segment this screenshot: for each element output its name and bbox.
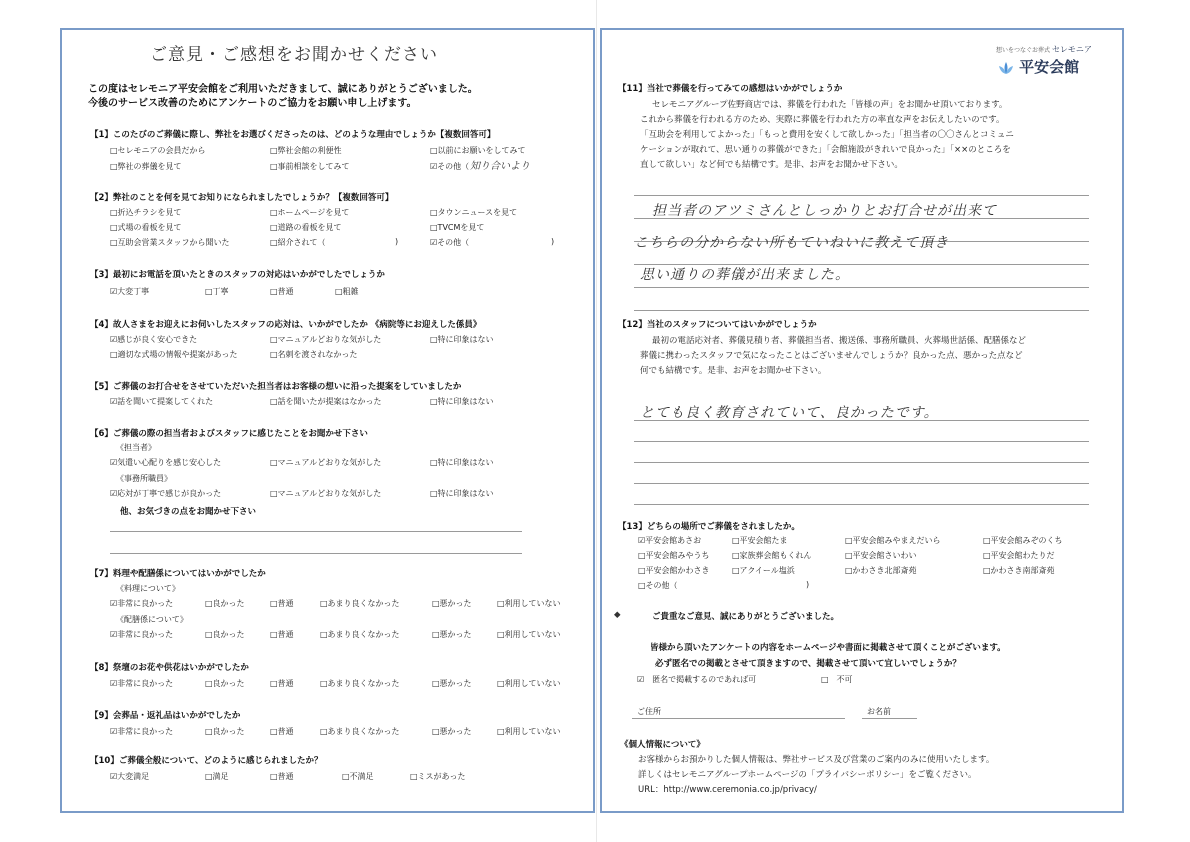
q12-answer-line bbox=[634, 462, 1089, 463]
q12-answer-line bbox=[634, 483, 1089, 484]
q11-answer-line bbox=[634, 195, 1089, 196]
privacy-url[interactable]: URL：http://www.ceremonia.co.jp/privacy/ bbox=[638, 785, 817, 795]
q13-option-other[interactable]: □その他（ bbox=[638, 581, 678, 590]
q13-option[interactable]: □かわさき北部斎苑 bbox=[845, 566, 917, 575]
q4-title: 【4】故人さまをお迎えにお伺いしたスタッフの応対は、いかがでしたか 《病院等にお迎えした係員》 bbox=[90, 320, 482, 330]
q10-option[interactable]: □ミスがあった bbox=[410, 772, 466, 781]
q1-option[interactable]: □以前にお願いをしてみて bbox=[430, 146, 526, 155]
q7-option[interactable]: □良かった bbox=[205, 630, 245, 639]
q7-option[interactable]: □悪かった bbox=[432, 630, 472, 639]
q9-option[interactable]: □良かった bbox=[205, 727, 245, 736]
q8-option[interactable]: □利用していない bbox=[497, 679, 561, 688]
privacy-body: 詳しくはセレモニアグループホームページの「プライバシーポリシー」をご覧ください。 bbox=[638, 770, 977, 780]
q7-option[interactable]: ☑非常に良かった bbox=[110, 630, 174, 639]
q5-option[interactable]: ☑話を聞いて提案してくれた bbox=[110, 397, 214, 406]
q12-title: 【12】当社のスタッフについてはいかがでしょうか bbox=[618, 320, 817, 330]
q3-option[interactable]: ☑大変丁寧 bbox=[110, 287, 150, 296]
q12-body: 最初の電話応対者、葬儀見積り者、葬儀担当者、搬送係、事務所職員、火葬場世話係、配膳係など bbox=[652, 336, 1027, 346]
q9-option[interactable]: □悪かった bbox=[432, 727, 472, 736]
q2-paren: ) bbox=[395, 237, 399, 246]
logo-tagline-text: 想いをつなぐお葬式 bbox=[996, 47, 1051, 54]
q9-option[interactable]: ☑非常に良かった bbox=[110, 727, 174, 736]
q13-option[interactable]: □平安会館みやうち bbox=[638, 551, 710, 560]
q3-option[interactable]: □丁寧 bbox=[205, 287, 229, 296]
q2-option[interactable]: □TVCMを見て bbox=[430, 223, 485, 232]
q10-option[interactable]: □満足 bbox=[205, 772, 229, 781]
q8-option[interactable]: □良かった bbox=[205, 679, 245, 688]
q2-option[interactable]: □式場の看板を見て bbox=[110, 223, 182, 232]
q13-option[interactable]: □平安会館たま bbox=[732, 536, 788, 545]
q1-option[interactable]: □弊社会館の利便性 bbox=[270, 146, 342, 155]
q1-option[interactable]: □セレモニアの会員だから bbox=[110, 146, 206, 155]
q7-option[interactable]: □普通 bbox=[270, 599, 294, 608]
q11-body: これから葬儀を行われる方のため、実際に葬儀を行われた方の率直な声をお伝えしたいのです。 bbox=[640, 115, 1005, 125]
q10-option[interactable]: □普通 bbox=[270, 772, 294, 781]
q6-option[interactable]: □マニュアルどおりな気がした bbox=[270, 458, 382, 467]
q10-option[interactable]: □不満足 bbox=[342, 772, 374, 781]
q3-title: 【3】最初にお電話を頂いたときのスタッフの対応はいかがでしたでしょうか bbox=[90, 270, 385, 280]
q7-option[interactable]: □普通 bbox=[270, 630, 294, 639]
q11-answer-line bbox=[634, 287, 1089, 288]
logo-tagline bbox=[996, 44, 1092, 55]
consent-no[interactable]: □ 不可 bbox=[821, 675, 853, 684]
q13-option[interactable]: □平安会館かわさき bbox=[638, 566, 710, 575]
q3-option[interactable]: □粗雑 bbox=[335, 287, 359, 296]
q13-option[interactable]: □家族葬会館もくれん bbox=[732, 551, 812, 560]
q12-answer-line bbox=[634, 504, 1089, 505]
q8-option[interactable]: ☑非常に良かった bbox=[110, 679, 174, 688]
q13-option[interactable]: □アクイール塩浜 bbox=[732, 566, 795, 575]
q6-sub-office: 《事務所職員》 bbox=[116, 474, 172, 483]
q1-option[interactable]: □弊社の葬儀を見て bbox=[110, 162, 182, 171]
q6-option[interactable]: □特に印象はない bbox=[430, 489, 494, 498]
privacy-body: お客様からお預かりした個人情報は、弊社サービス及び営業のご案内のみに使用いたします。 bbox=[638, 755, 995, 765]
q2-option[interactable]: □タウンニュースを見て bbox=[430, 208, 518, 217]
q13-option[interactable]: □平安会館みやまえだいら bbox=[845, 536, 941, 545]
q6-option[interactable]: ☑応対が丁寧で感じが良かった bbox=[110, 489, 222, 498]
consent-yes[interactable]: ☑ 匿名で掲載するのであれば可 bbox=[637, 675, 757, 684]
q2-option[interactable]: □ホームページを見て bbox=[270, 208, 350, 217]
q11-body: 「互助会を利用してよかった」「もっと費用を安くして欲しかった」「担当者の〇〇さんとコミュニ bbox=[640, 130, 1014, 140]
q5-title: 【5】ご葬儀のお打合せをさせていただいた担当者はお客様の想いに沿った提案をしていましたか bbox=[90, 382, 462, 392]
q6-option[interactable]: □特に印象はない bbox=[430, 458, 494, 467]
q12-body: 葬儀に携わったスタッフで気になったことはございませんでしょうか？良かった点、悪かった点など bbox=[640, 351, 1023, 361]
page-fold bbox=[596, 0, 597, 842]
q6-option[interactable]: □マニュアルどおりな気がした bbox=[270, 489, 382, 498]
thanks-text: ご貴重なご意見、誠にありがとうございました。 bbox=[652, 612, 840, 622]
q7-sub-food: 《料理について》 bbox=[116, 584, 180, 593]
intro-line-2: 今後のサービス改善のためにアンケートのご協力をお願い申し上げます。 bbox=[88, 98, 417, 109]
q11-handwritten: こちらの分からない所もていねいに教えて頂き bbox=[634, 235, 949, 251]
q6-answer-line[interactable] bbox=[110, 531, 522, 532]
q13-paren: ) bbox=[806, 580, 810, 589]
q9-title: 【9】会葬品・返礼品はいかがでしたか bbox=[90, 711, 241, 721]
q2-paren: ) bbox=[551, 237, 555, 246]
q10-option[interactable]: ☑大変満足 bbox=[110, 772, 150, 781]
q8-option[interactable]: □あまり良くなかった bbox=[320, 679, 400, 688]
q8-option[interactable]: □悪かった bbox=[432, 679, 472, 688]
q6-option[interactable]: ☑気遣い心配りを感じ安心した bbox=[110, 458, 222, 467]
q7-option[interactable]: □あまり良くなかった bbox=[320, 599, 400, 608]
name-label: お名前 bbox=[867, 707, 891, 716]
q7-option[interactable]: □あまり良くなかった bbox=[320, 630, 400, 639]
address-field[interactable] bbox=[632, 718, 845, 719]
q6-title: 【6】ご葬儀の際の担当者およびスタッフに感じたことをお聞かせ下さい bbox=[90, 429, 368, 439]
q4-option[interactable]: □名刺を渡されなかった bbox=[270, 350, 358, 359]
q9-option[interactable]: □利用していない bbox=[497, 727, 561, 736]
q4-option[interactable]: □マニュアルどおりな気がした bbox=[270, 335, 382, 344]
q6-sub-staff: 《担当者》 bbox=[116, 443, 156, 452]
q11-body: ケーションが取れて、思い通りの葬儀ができた」「会館施設がきれいで良かった」「××のところを bbox=[640, 145, 1011, 155]
q12-handwritten: とても良く教育されていて、良かったです。 bbox=[640, 405, 939, 421]
q7-option[interactable]: □悪かった bbox=[432, 599, 472, 608]
logo bbox=[998, 56, 1079, 77]
q2-option-other[interactable]: ☑その他（ bbox=[430, 238, 470, 247]
q1-handwritten: 知り合いより bbox=[470, 161, 530, 172]
q4-option[interactable]: ☑感じが良く安心できた bbox=[110, 335, 198, 344]
q6-answer-line[interactable] bbox=[110, 553, 522, 554]
q1-title: 【1】このたびのご葬儀に際し、弊社をお選びくださったのは、どのような理由でしょうか【複数回答可】 bbox=[90, 130, 496, 140]
q9-option[interactable]: □普通 bbox=[270, 727, 294, 736]
q11-title: 【11】当社で葬儀を行ってみての感想はいかがでしょうか bbox=[618, 84, 843, 94]
q8-option[interactable]: □普通 bbox=[270, 679, 294, 688]
q6-other-label: 他、お気づきの点をお聞かせ下さい bbox=[120, 507, 257, 517]
q2-option[interactable]: □折込チラシを見て bbox=[110, 208, 182, 217]
q13-option[interactable]: □平安会館みぞのくち bbox=[983, 536, 1063, 545]
address-label: ご住所 bbox=[637, 707, 661, 716]
q10-title: 【10】ご葬儀全般について、どのように感じられましたか？ bbox=[90, 756, 323, 766]
q12-answer-line bbox=[634, 441, 1089, 442]
privacy-title: 《個人情報について》 bbox=[620, 740, 705, 750]
q7-option[interactable]: □利用していない bbox=[497, 630, 561, 639]
q12-body: 何でも結構です。是非、お声をお聞かせ下さい。 bbox=[640, 366, 827, 376]
logo-name: 平安会館 bbox=[1019, 58, 1080, 76]
publish-text: 必ず匿名での掲載とさせて頂きますので、掲載させて頂いて宜しいでしょうか？ bbox=[655, 659, 961, 669]
q5-option[interactable]: □特に印象はない bbox=[430, 397, 494, 406]
q1-option[interactable]: □事前相談をしてみて bbox=[270, 162, 350, 171]
publish-text: 皆様から頂いたアンケートの内容をホームページや書面に掲載させて頂くことがございます。 bbox=[650, 643, 1006, 653]
q1-option-other[interactable]: ☑その他（ bbox=[430, 162, 470, 171]
q2-option[interactable]: □互助会営業スタッフから聞いた bbox=[110, 238, 230, 247]
page-title: ご意見・ご感想をお聞かせください bbox=[150, 45, 438, 65]
q11-body: 直して欲しい」など何でも結構です。是非、お声をお聞かせ下さい。 bbox=[640, 160, 903, 170]
q11-body: セレモニアグループ佐野商店では、葬儀を行われた「皆様の声」をお聞かせ頂いております。 bbox=[652, 100, 1008, 110]
q7-option[interactable]: □良かった bbox=[205, 599, 245, 608]
diamond-bullet: ◆ bbox=[614, 610, 621, 620]
q7-title: 【7】料理や配膳係についてはいかがでしたか bbox=[90, 569, 266, 579]
q13-option[interactable]: □平安会館わたりだ bbox=[983, 551, 1055, 560]
q4-option[interactable]: □特に印象はない bbox=[430, 335, 494, 344]
q2-title: 【2】弊社のことを何を見てお知りになられましたでしょうか？【複数回答可】 bbox=[90, 193, 394, 203]
q11-handwritten: 思い通りの葬儀が出来ました。 bbox=[640, 267, 850, 283]
q7-option[interactable]: ☑非常に良かった bbox=[110, 599, 174, 608]
q13-option[interactable]: □かわさき南部斎苑 bbox=[983, 566, 1055, 575]
lotus-icon bbox=[998, 61, 1014, 75]
q9-option[interactable]: □あまり良くなかった bbox=[320, 727, 400, 736]
q2-option[interactable]: □紹介されて（ bbox=[270, 238, 326, 247]
q11-handwritten: 担当者のアツミさんとしっかりとお打合せが出来て bbox=[652, 203, 997, 219]
q13-option[interactable]: ☑平安会館あさお bbox=[638, 536, 702, 545]
q13-title: 【13】どちらの場所でご葬儀をされましたか。 bbox=[618, 522, 800, 532]
q7-sub-server: 《配膳係について》 bbox=[116, 615, 188, 624]
q3-option[interactable]: □普通 bbox=[270, 287, 294, 296]
intro-line-1: この度はセレモニア平安会館をご利用いただきまして、誠にありがとうございました。 bbox=[88, 84, 478, 95]
q4-option[interactable]: □適切な式場の情報や提案があった bbox=[110, 350, 238, 359]
name-field[interactable] bbox=[862, 718, 917, 719]
q13-option[interactable]: □平安会館さいわい bbox=[845, 551, 917, 560]
q8-title: 【8】祭壇のお花や供花はいかがでしたか bbox=[90, 663, 249, 673]
logo-brand: セレモニア bbox=[1051, 45, 1092, 54]
q7-option[interactable]: □利用していない bbox=[497, 599, 561, 608]
q11-answer-line bbox=[634, 310, 1089, 311]
q2-option[interactable]: □道路の看板を見て bbox=[270, 223, 342, 232]
q5-option[interactable]: □話を聞いたが提案はなかった bbox=[270, 397, 382, 406]
